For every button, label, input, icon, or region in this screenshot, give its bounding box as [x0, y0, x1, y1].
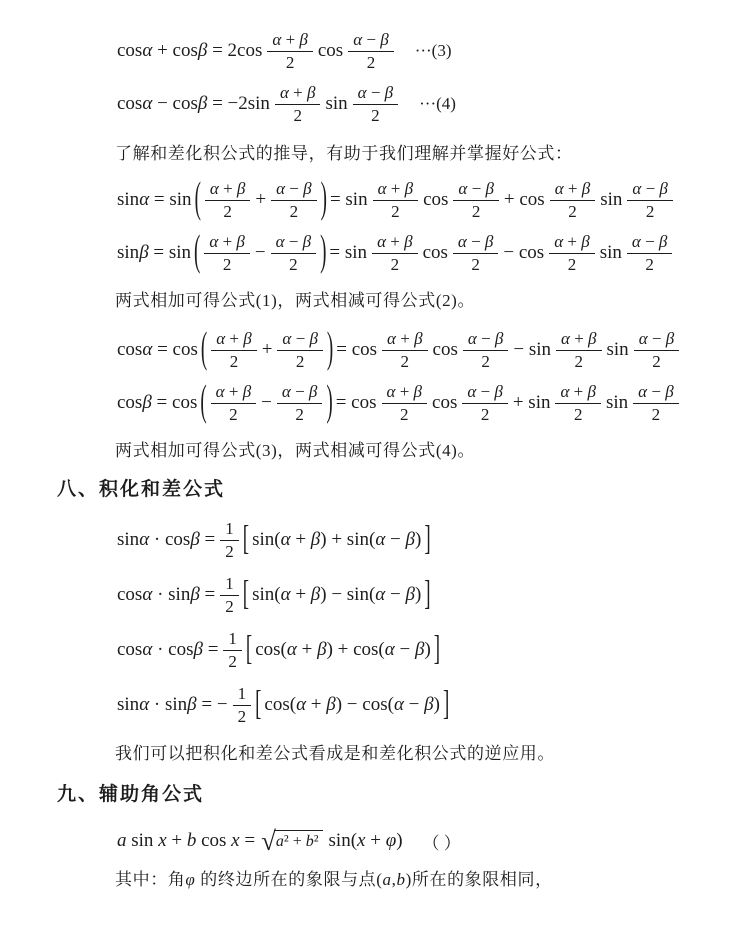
- fraction-diff-over-2: [353, 83, 399, 125]
- fraction-denominator: 2: [651, 405, 661, 424]
- intro-text: 了解和差化积公式的推导，有助于我们理解并掌握好公式：: [115, 144, 573, 163]
- formula-sin-sin-product: [115, 681, 749, 729]
- formula-cos-cos-product: [115, 626, 749, 674]
- formula-head: cosα = cos: [117, 339, 198, 360]
- formula-lhs: sinα · sinβ = −: [117, 694, 228, 715]
- formula-head: cosβ = cos: [117, 392, 198, 413]
- fraction-numerator: α + β: [373, 179, 419, 201]
- formula-lhs: cosα · cosβ =: [117, 639, 219, 660]
- right-paren: ): [326, 377, 333, 426]
- note-quadrant: 其中：角φ 的终边所在的象限与点(a,b)所在的象限相同，: [115, 870, 553, 889]
- fraction-numerator: α − β: [353, 83, 399, 105]
- fraction-diff-over-2: [463, 329, 509, 371]
- fraction-denominator: 2: [225, 542, 234, 561]
- formula-operator: sin: [325, 93, 348, 114]
- fraction-numerator: α − β: [462, 382, 508, 404]
- fraction-numerator: α + β: [382, 329, 428, 351]
- fraction-diff-over-2: [277, 329, 323, 371]
- fraction-sum-over-2: [205, 179, 251, 221]
- formula-text: = sin: [329, 242, 368, 263]
- fraction-numerator: α − β: [463, 329, 509, 351]
- inner-operator: +: [255, 189, 267, 210]
- fraction-numerator: α + β: [550, 179, 596, 201]
- fraction-diff-over-2: [277, 382, 323, 424]
- right-bracket: ]: [442, 684, 450, 724]
- fraction-sum-over-2: [211, 382, 257, 424]
- formula-text: = cos: [336, 339, 378, 360]
- inner-operator: +: [261, 339, 273, 360]
- inner-operator: −: [254, 242, 266, 263]
- fraction-numerator: α − β: [277, 329, 323, 351]
- formula-body: cos(α + β) − cos(α − β): [264, 694, 440, 715]
- fraction-diff-over-2: [634, 329, 680, 371]
- fraction-denominator: 2: [225, 597, 234, 616]
- fraction-diff-over-2: [627, 179, 673, 221]
- formula-body: cos(α + β) + cos(α − β): [255, 639, 431, 660]
- fraction-sum-over-2: [373, 179, 419, 221]
- left-bracket: [: [242, 574, 250, 614]
- fraction-diff-over-2: [271, 179, 317, 221]
- fraction-denominator: 2: [471, 255, 480, 274]
- fraction-diff-over-2: [271, 232, 317, 274]
- fraction-sum-over-2: [382, 382, 428, 424]
- left-paren: (: [194, 174, 201, 223]
- fraction-denominator: 2: [652, 352, 661, 371]
- fraction-numerator: α − β: [348, 30, 394, 52]
- fraction-diff-over-2: [633, 382, 679, 424]
- fraction-denominator: 2: [371, 106, 380, 125]
- square-root: [261, 825, 322, 856]
- formula-text: sin: [605, 392, 629, 413]
- fraction-numerator: α − β: [633, 382, 679, 404]
- fraction-denominator: 2: [229, 352, 239, 371]
- fraction-denominator: 2: [289, 202, 299, 221]
- fraction-denominator: 2: [295, 405, 304, 424]
- fraction-numerator: α − β: [634, 329, 680, 351]
- right-paren: ): [326, 324, 334, 373]
- formula-text: − sin: [513, 339, 551, 360]
- formula-cos-beta-expansion: [115, 378, 749, 428]
- formula-head: sinα = sin: [117, 189, 192, 210]
- fraction-sum-over-2: [549, 232, 595, 274]
- fraction-numerator: α − β: [627, 232, 673, 254]
- formula-number-tag: ···(3): [414, 41, 452, 60]
- note-inverse-application: 我们可以把积化和差公式看成是和差化积公式的逆应用。: [115, 744, 555, 763]
- formula-head: sinβ = sin: [117, 242, 192, 263]
- fraction-numerator: α + β: [204, 232, 250, 254]
- fraction-denominator: 2: [481, 352, 490, 371]
- formula-lhs: a sin x + b cos x =: [117, 830, 256, 851]
- formula-rhs: sin(x + φ): [328, 830, 403, 851]
- section-heading-9: 九、辅助角公式: [57, 784, 205, 805]
- fraction-numerator: α + β: [549, 232, 595, 254]
- fraction-denominator: 2: [229, 405, 238, 424]
- section-heading-8: 八、积化和差公式: [57, 479, 226, 500]
- formula-text: = cos: [335, 392, 377, 413]
- fraction-one-half: [223, 629, 242, 671]
- right-paren: ): [320, 227, 327, 276]
- fraction-one-half: [220, 574, 239, 616]
- fraction-denominator: 2: [567, 255, 577, 274]
- fraction-numerator: α − β: [453, 179, 499, 201]
- fraction-numerator: α + β: [267, 30, 313, 52]
- fraction-denominator: 2: [223, 202, 232, 221]
- formula-text: + cos: [503, 189, 545, 210]
- blank-parens: （ ）: [422, 833, 461, 853]
- fraction-numerator: α + β: [382, 382, 428, 404]
- right-bracket: ]: [424, 574, 431, 614]
- formula-cos-sum-to-product: [115, 26, 749, 76]
- fraction-numerator: 1: [220, 574, 239, 596]
- fraction-one-half: [233, 684, 252, 726]
- fraction-numerator: α + β: [372, 232, 418, 254]
- fraction-denominator: 2: [645, 202, 655, 221]
- fraction-numerator: α + β: [556, 329, 602, 351]
- fraction-sum-over-2: [204, 232, 250, 274]
- formula-cos-diff-to-product: [115, 79, 749, 129]
- fraction-denominator: 2: [222, 255, 232, 274]
- fraction-sum-over-2: [211, 329, 257, 371]
- left-paren: (: [200, 377, 207, 426]
- formula-cos-alpha-expansion: [115, 325, 749, 375]
- formula-text: − cos: [503, 242, 545, 263]
- right-paren: ): [320, 174, 327, 223]
- fraction-denominator: 2: [391, 202, 400, 221]
- fraction-denominator: 2: [400, 352, 410, 371]
- fraction-sum-over-2: [382, 329, 428, 371]
- fraction-diff-over-2: [462, 382, 508, 424]
- fraction-denominator: 2: [289, 255, 298, 274]
- formula-text: cos: [422, 242, 448, 263]
- fraction-denominator: 2: [285, 53, 295, 72]
- formula-sin-beta-expansion: [115, 228, 749, 278]
- inner-operator: −: [261, 392, 272, 413]
- fraction-denominator: 2: [400, 405, 409, 424]
- formula-text: + sin: [512, 392, 551, 413]
- fraction-diff-over-2: [348, 30, 394, 72]
- radical-icon: √: [261, 825, 276, 856]
- formula-lhs: cosα + cosβ = 2cos: [117, 40, 263, 61]
- fraction-denominator: 2: [645, 255, 654, 274]
- fraction-denominator: 2: [574, 352, 583, 371]
- fraction-denominator: 2: [228, 652, 237, 671]
- formula-lhs: cosα · sinβ =: [117, 584, 216, 605]
- formula-lhs: cosα − cosβ = −2sin: [117, 93, 270, 114]
- fraction-numerator: 1: [223, 629, 242, 651]
- formula-lhs: sinα · cosβ =: [117, 529, 216, 550]
- left-paren: (: [194, 227, 201, 276]
- formula-text: sin: [606, 339, 629, 360]
- formula-number-tag: ···(4): [419, 94, 456, 113]
- fraction-numerator: α + β: [211, 329, 257, 351]
- fraction-denominator: 2: [237, 707, 247, 726]
- fraction-sum-over-2: [267, 30, 313, 72]
- fraction-diff-over-2: [453, 179, 499, 221]
- right-bracket: ]: [424, 519, 431, 559]
- formula-operator: cos: [317, 40, 344, 61]
- fraction-sum-over-2: [275, 83, 321, 125]
- fraction-sum-over-2: [555, 382, 601, 424]
- fraction-denominator: 2: [366, 53, 376, 72]
- fraction-numerator: α − β: [453, 232, 499, 254]
- fraction-denominator: 2: [480, 405, 490, 424]
- fraction-numerator: α + β: [205, 179, 251, 201]
- radicand: a² + b²: [274, 830, 323, 851]
- fraction-diff-over-2: [627, 232, 673, 274]
- left-bracket: [: [245, 629, 253, 669]
- formula-sin-cos-product: [115, 516, 749, 564]
- formula-auxiliary-angle: [115, 823, 749, 859]
- fraction-numerator: α + β: [275, 83, 321, 105]
- note-formulas-3-4: 两式相加可得公式(3)，两式相减可得公式(4)。: [115, 441, 476, 460]
- fraction-numerator: 1: [233, 684, 252, 706]
- right-bracket: ]: [433, 629, 441, 669]
- fraction-numerator: α + β: [555, 382, 601, 404]
- fraction-denominator: 2: [573, 405, 583, 424]
- fraction-denominator: 2: [390, 255, 400, 274]
- fraction-sum-over-2: [550, 179, 596, 221]
- formula-text: cos: [423, 189, 449, 210]
- fraction-sum-over-2: [372, 232, 418, 274]
- formula-text: = sin: [329, 189, 368, 210]
- fraction-denominator: 2: [568, 202, 577, 221]
- fraction-diff-over-2: [453, 232, 499, 274]
- formula-sin-alpha-expansion: [115, 175, 749, 225]
- fraction-numerator: 1: [220, 519, 239, 541]
- formula-text: cos: [432, 392, 458, 413]
- formula-text: sin: [600, 189, 623, 210]
- fraction-numerator: α − β: [277, 382, 323, 404]
- formula-body: sin(α + β) − sin(α − β): [252, 584, 422, 605]
- fraction-denominator: 2: [471, 202, 481, 221]
- fraction-denominator: 2: [293, 106, 302, 125]
- formula-text: cos: [432, 339, 458, 360]
- left-bracket: [: [242, 519, 250, 559]
- left-paren: (: [200, 324, 208, 373]
- note-formulas-1-2: 两式相加可得公式(1)，两式相减可得公式(2)。: [115, 291, 476, 310]
- fraction-numerator: α − β: [271, 232, 317, 254]
- formula-text: sin: [599, 242, 622, 263]
- fraction-denominator: 2: [295, 352, 305, 371]
- fraction-numerator: α + β: [211, 382, 257, 404]
- fraction-numerator: α − β: [271, 179, 317, 201]
- fraction-sum-over-2: [556, 329, 602, 371]
- fraction-one-half: [220, 519, 239, 561]
- formula-body: sin(α + β) + sin(α − β): [252, 529, 422, 550]
- fraction-numerator: α − β: [627, 179, 673, 201]
- left-bracket: [: [255, 684, 262, 724]
- formula-cos-sin-product: [115, 571, 749, 619]
